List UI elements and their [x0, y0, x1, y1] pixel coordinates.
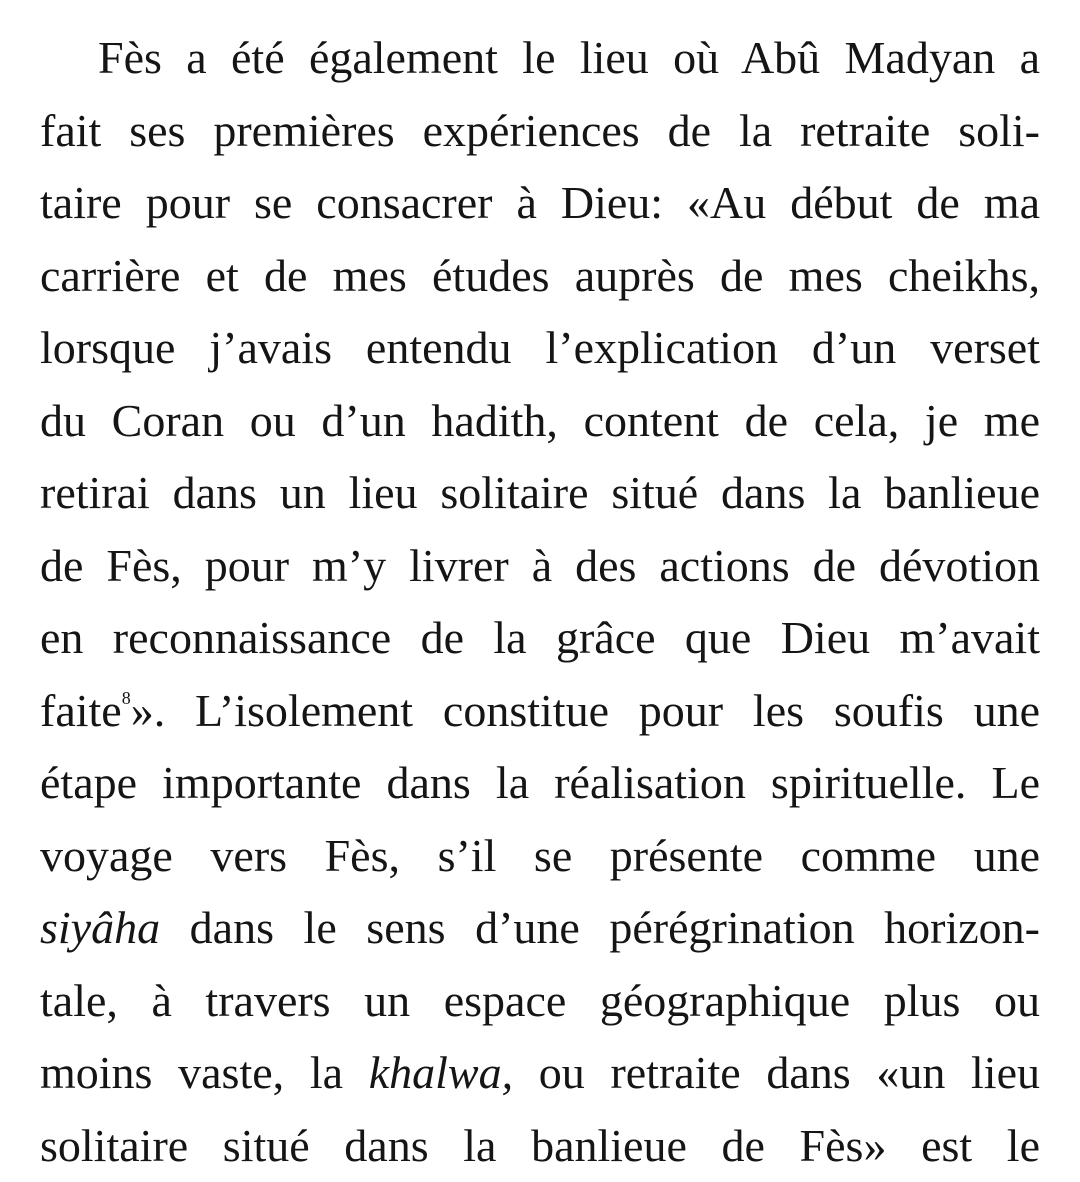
text-segment: de Fès, pour m’y livrer à des actions de dévotion: [40, 540, 1040, 591]
text-line: [40, 385, 1040, 458]
text-line: [40, 820, 1040, 893]
document-page: [40, 22, 1040, 1182]
text-segment: dans le sens d’une pérégrination horizon-: [160, 902, 1040, 953]
text-line: [40, 602, 1040, 675]
text-segment: ». L’isolement constitue pour les soufis une: [131, 685, 1040, 736]
text-line: [40, 167, 1040, 240]
text-segment: en reconnaissance de la grâce que Dieu m’avait: [40, 612, 1040, 663]
text-segment: tale, à travers un espace géographique plus ou: [40, 975, 1040, 1026]
text-segment: ou retraite dans «un lieu: [513, 1047, 1040, 1098]
text-line: [40, 747, 1040, 820]
text-line: [40, 1037, 1040, 1110]
text-segment: étape importante dans la réalisation spirituelle. Le: [40, 757, 1040, 808]
text-line: [40, 965, 1040, 1038]
text-line: [40, 1110, 1040, 1182]
text-segment: solitaire situé dans la banlieue de Fès» est le: [40, 1120, 1040, 1171]
text-line: [40, 892, 1040, 965]
text-line: [40, 22, 1040, 95]
text-segment: retirai dans un lieu solitaire situé dans la banlieue: [40, 467, 1040, 518]
text-segment: Fès a été également le lieu où Abû Madyan a: [98, 32, 1040, 83]
italic-term: khalwa,: [369, 1047, 513, 1098]
text-segment: carrière et de mes études auprès de mes cheikhs,: [40, 250, 1040, 301]
text-line: [40, 312, 1040, 385]
footnote-marker: 8: [122, 688, 131, 708]
italic-term: siyâha: [40, 902, 160, 953]
text-line: [40, 675, 1040, 748]
text-segment: taire pour se consacrer à Dieu: «Au début de ma: [40, 177, 1040, 228]
text-line: [40, 530, 1040, 603]
text-segment: moins vaste, la: [40, 1047, 369, 1098]
text-segment: lorsque j’avais entendu l’explication d’un verset: [40, 322, 1040, 373]
text-segment: voyage vers Fès, s’il se présente comme une: [40, 830, 1040, 881]
text-segment: faite: [40, 685, 122, 736]
text-line: [40, 95, 1040, 168]
text-line: [40, 240, 1040, 313]
text-segment: du Coran ou d’un hadith, content de cela, je me: [40, 395, 1040, 446]
text-line: [40, 457, 1040, 530]
text-segment: fait ses premières expériences de la retraite soli-: [40, 105, 1040, 156]
